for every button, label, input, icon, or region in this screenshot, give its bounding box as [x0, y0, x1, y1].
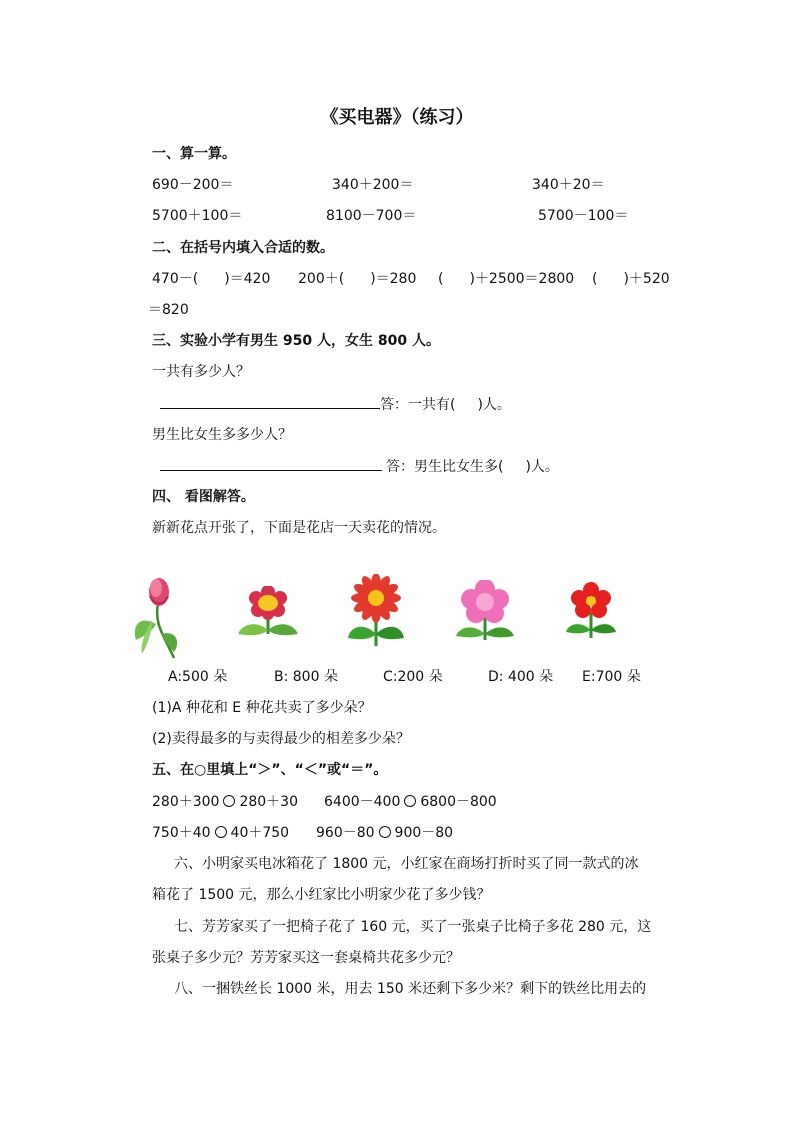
question-4-2: (2)卖得最多的与卖得最少的相差多少朵？	[152, 731, 410, 747]
compare-1a-right: 280＋30	[239, 794, 298, 810]
flower-label-a: A:500 朵	[168, 669, 228, 685]
problem-8-line-1: 八、一捆铁丝长 1000 米，用去 150 米还剩下多少米？剩下的铁丝比用去的	[174, 981, 647, 997]
answer-3-1-row	[160, 394, 511, 415]
flower-label-d: D: 400 朵	[488, 669, 554, 685]
red-flower-icon	[562, 582, 620, 640]
fill-b-start: 200＋(	[298, 271, 345, 287]
problem-7-line-1: 七、芳芳家买了一把椅子花了 160 元，买了一张桌子比椅子多花 280 元，这	[174, 919, 652, 935]
answer-3-1-line[interactable]	[160, 394, 380, 409]
rose-icon	[130, 574, 182, 660]
section-3-heading: 三、实验小学有男生 950 人，女生 800 人。	[152, 333, 440, 349]
red-daisy-icon	[344, 574, 408, 650]
compare-row-1a	[152, 792, 298, 812]
flower-label-c: C:200 朵	[383, 669, 443, 685]
question-4-1: (1)A 种花和 E 种花共卖了多少朵？	[152, 700, 372, 716]
section-1-heading: 一、算一算。	[152, 146, 236, 162]
compare-2a-circle[interactable]	[215, 826, 227, 838]
fill-c-start: (	[438, 271, 444, 287]
answer-3-1-text: 答：一共有(	[380, 397, 456, 413]
compare-1b-right: 6800－800	[420, 794, 497, 810]
question-3-1: 一共有多少人？	[152, 364, 250, 380]
compare-2a-right: 40＋750	[230, 825, 290, 841]
calc-2-3: 5700－100＝	[538, 208, 629, 224]
answer-3-2-line[interactable]	[160, 456, 382, 471]
fill-c	[438, 269, 574, 289]
section-2-heading: 二、在括号内填入合适的数。	[152, 240, 334, 256]
answer-3-2-row	[160, 456, 559, 477]
flower-label-b: B: 800 朵	[274, 669, 338, 685]
fill-c-end: )＋2500＝2800	[469, 271, 575, 287]
fill-b	[298, 269, 416, 289]
compare-row-1b	[324, 792, 497, 812]
compare-2b-circle[interactable]	[379, 826, 391, 838]
question-3-2: 男生比女生多多少人？	[152, 427, 292, 443]
problem-6-line-1: 六、小明家买电冰箱花了 1800 元，小红家在商场打折时买了同一款式的冰	[174, 856, 639, 872]
fill-a-start: 470－(	[152, 271, 199, 287]
calc-1-2: 340＋200＝	[332, 177, 414, 193]
compare-row-2b	[316, 823, 453, 843]
section-4-intro: 新新花点开张了，下面是花店一天卖花的情况。	[152, 520, 446, 536]
flower-label-e: E:700 朵	[582, 669, 641, 685]
calc-1-3: 340＋20＝	[532, 177, 605, 193]
fill-d-wrap: ＝820	[148, 302, 189, 318]
section-4-heading: 四、 看图解答。	[152, 489, 255, 505]
problem-6-line-2: 箱花了 1500 元，那么小红家比小明家少花了多少钱？	[152, 887, 491, 903]
answer-3-2-text: 答：男生比女生多(	[386, 459, 504, 475]
problem-7-line-2: 张桌子多少元？芳芳家买这一套桌椅共花多少元？	[152, 950, 460, 966]
compare-1a-left: 280＋300	[152, 794, 220, 810]
pink-flower-icon	[454, 580, 516, 644]
compare-1b-left: 6400－400	[324, 794, 401, 810]
page-title: 《买电器》（练习）	[320, 107, 474, 128]
compare-2b-left: 960－80	[316, 825, 375, 841]
compare-2b-right: 900－80	[394, 825, 454, 841]
section-5-heading: 五、在○里填上“＞”、“＜”或“＝”。	[152, 762, 388, 778]
compare-1b-circle[interactable]	[404, 795, 416, 807]
fill-d-start: (	[592, 271, 598, 287]
fill-d-end: )＋520	[623, 271, 670, 287]
calc-2-2: 8100－700＝	[326, 208, 417, 224]
calc-1-1: 690－200＝	[152, 177, 234, 193]
compare-2a-left: 750＋40	[152, 825, 211, 841]
fill-a-end: )＝420	[224, 271, 271, 287]
fill-blank-row	[152, 269, 270, 289]
fill-d	[592, 269, 670, 289]
compare-row-2a	[152, 823, 289, 843]
compare-1a-circle[interactable]	[223, 795, 235, 807]
yellow-flower-icon	[236, 586, 300, 640]
calc-2-1: 5700＋100＝	[152, 208, 243, 224]
answer-3-1-end: )人。	[477, 397, 511, 413]
answer-3-2-end: )人。	[525, 459, 559, 475]
fill-b-end: )＝280	[370, 271, 417, 287]
